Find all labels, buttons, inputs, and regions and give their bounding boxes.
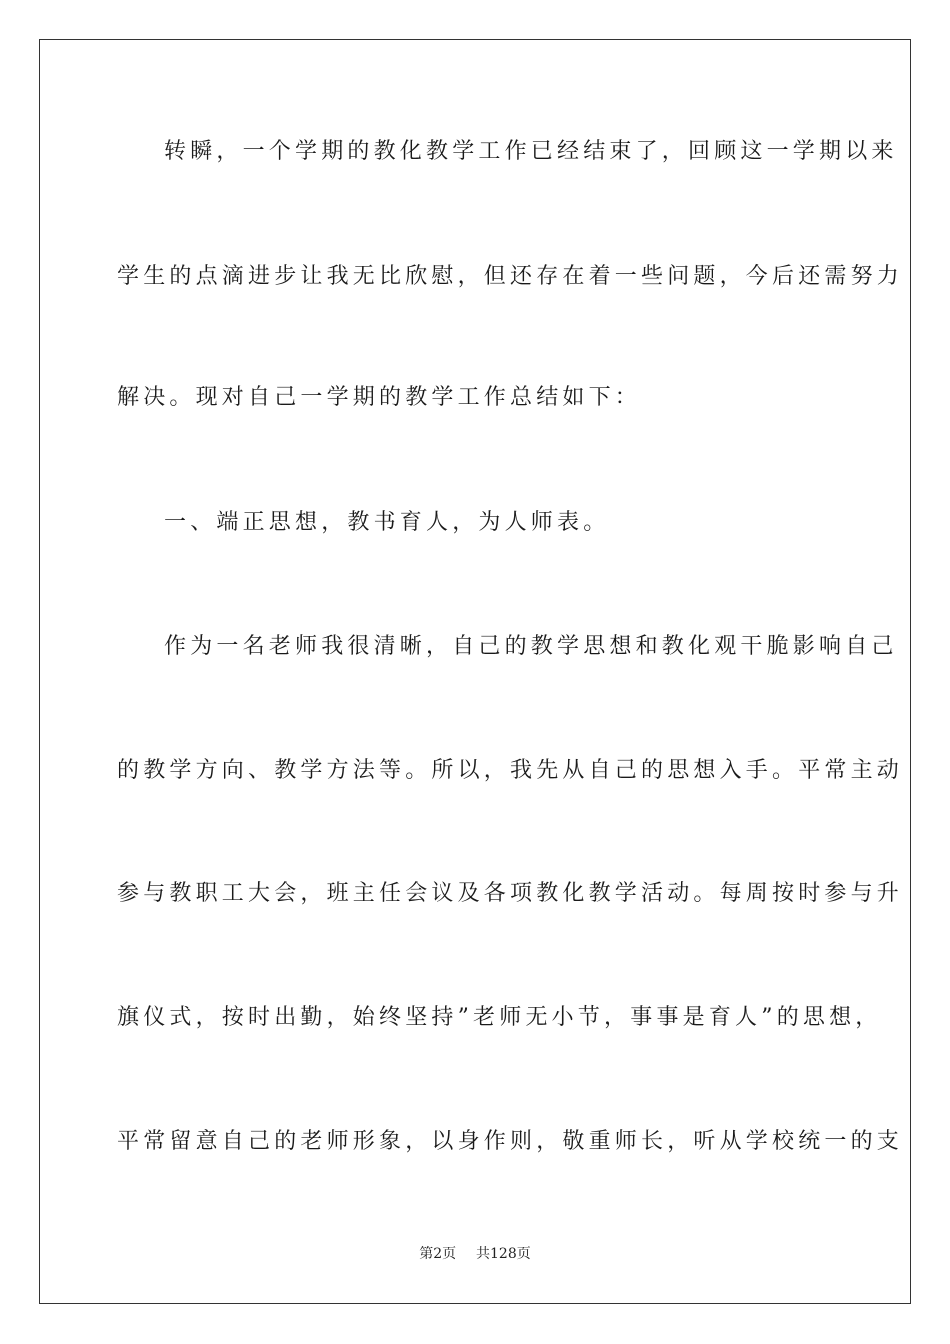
- paragraph-line: 的教学方向、教学方法等。所以，我先从自己的思想入手。平常主动: [117, 758, 904, 783]
- paragraph-line: 平常留意自己的老师形象，以身作则，敬重师长，听从学校统一的支: [117, 1129, 904, 1154]
- paragraph-line: 旗仪式，按时出勤，始终坚持”老师无小节，事事是育人”的思想，: [117, 1005, 882, 1030]
- paragraph-line: 作为一名老师我很清晰，自己的教学思想和教化观干脆影响自己: [164, 634, 898, 659]
- paragraph-line: 解决。现对自己一学期的教学工作总结如下：: [117, 385, 642, 410]
- page-footer: [0, 1244, 950, 1264]
- section-heading: 一、端正思想，教书育人，为人师表。: [164, 510, 610, 535]
- paragraph-line: 转瞬，一个学期的教化教学工作已经结束了，回顾这一学期以来: [164, 139, 898, 164]
- page-number: 第2页: [419, 1246, 457, 1262]
- total-pages: 共128页: [476, 1246, 531, 1262]
- page-border: [39, 39, 911, 1304]
- paragraph-line: 学生的点滴进步让我无比欣慰，但还存在着一些问题，今后还需努力: [117, 264, 904, 289]
- paragraph-line: 参与教职工大会，班主任会议及各项教化教学活动。每周按时参与升: [117, 881, 904, 906]
